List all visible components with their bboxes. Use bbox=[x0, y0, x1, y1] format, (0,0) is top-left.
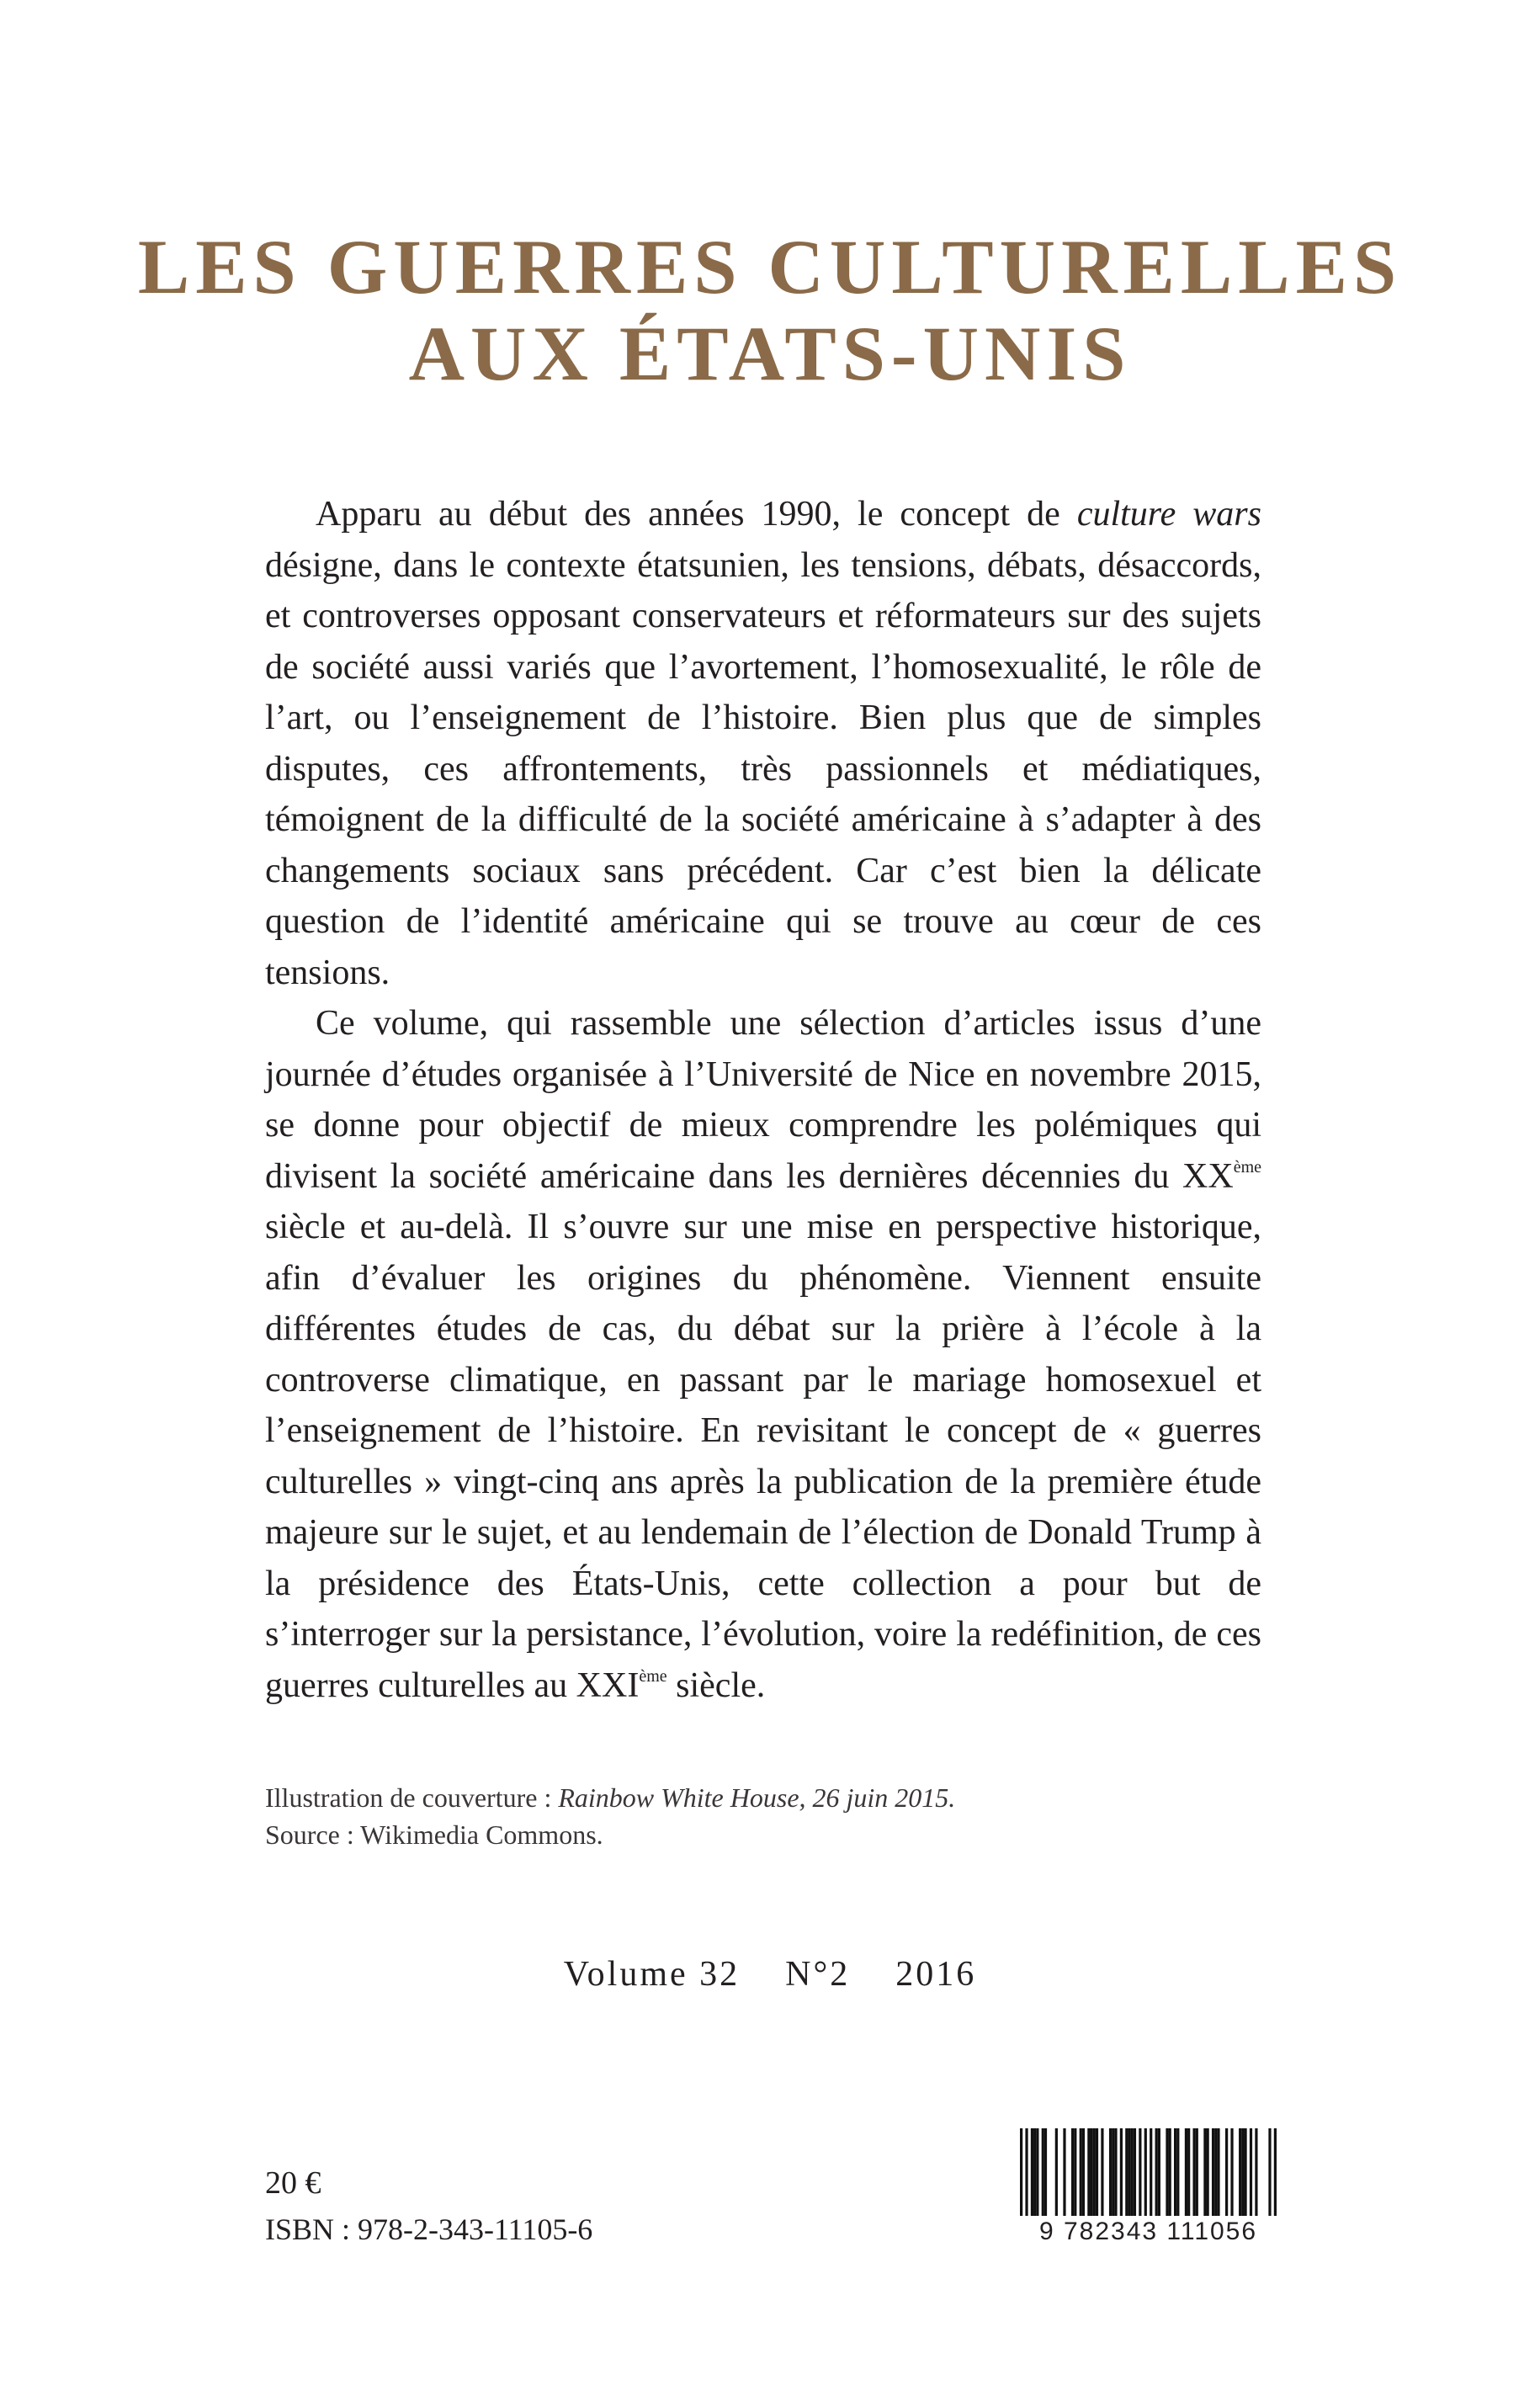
barcode-bar bbox=[1112, 2128, 1114, 2221]
back-cover-text bbox=[265, 489, 1261, 1711]
barcode-bar bbox=[1203, 2128, 1206, 2221]
barcode-bar bbox=[1090, 2128, 1092, 2221]
barcode-bar bbox=[1128, 2128, 1130, 2221]
title-line-1: LES GUERRES CULTURELLES bbox=[137, 224, 1403, 310]
volume-info: Volume 32 N°2 2016 bbox=[563, 1955, 977, 1994]
barcode-bar bbox=[1087, 2128, 1090, 2221]
barcode-bar bbox=[1134, 2128, 1136, 2221]
isbn: ISBN : 978-2-343-11105-6 bbox=[265, 2212, 593, 2246]
barcode-bar bbox=[1255, 2128, 1257, 2221]
barcode-bar bbox=[1166, 2128, 1168, 2221]
barcode-bar bbox=[1020, 2128, 1022, 2221]
superscript-eme-1: ème bbox=[1233, 1157, 1261, 1177]
barcode-bar bbox=[1139, 2128, 1141, 2221]
paragraph-1-part-2: désigne, dans le contexte étatsunien, les tensions, débats, désaccords, et controverses opposant conservateurs et réformateurs sur des sujets de société aussi variés que l’avortement, l’homosexualité, le rôle de l’art, ou l’enseignement de l’histoire. Bien plus que de simples disputes, ces affrontements, très passionnels et médiatiques, témoignent de la difficulté de la société américaine à s’adapter à des changements sociaux sans précédent. Car c’est bien la délicate question de l’identité américaine qui se trouve au cœur de ces tensions. bbox=[265, 545, 1261, 992]
paragraph-1-italic: culture wars bbox=[1076, 495, 1261, 534]
paragraph-2-part-2: siècle et au-delà. Il s’ouvre sur une mise en perspective historique, afin d’évaluer les origines du phénomène. Viennent ensuite différentes études de cas, du débat sur la prière à l’école à la controverse climatique, en passant par le mariage homosexuel et l’enseignement de l’histoire. En revisitant le concept de « guerres culturelles » vingt-cinq ans après la publication de la première étude majeure sur le sujet, et au lendemain de l’élection de Donald Trump à la présidence des États-Unis, cette collection a pour but de s’interroger sur la persistance, l’évolution, voire la redéfinition, de ces guerres culturelles au XXI bbox=[265, 1208, 1261, 1705]
barcode-bar bbox=[1187, 2128, 1190, 2221]
paragraph-1-part-1: Apparu au début des années 1990, le concept de bbox=[316, 495, 1077, 534]
barcode-bar bbox=[1093, 2128, 1096, 2221]
barcode-bar bbox=[1225, 2128, 1228, 2221]
barcode-bar bbox=[1174, 2128, 1176, 2221]
price: 20 € bbox=[265, 2165, 321, 2201]
barcode-bar bbox=[1192, 2128, 1195, 2221]
barcode-bar bbox=[1074, 2128, 1076, 2221]
barcode-bar bbox=[1033, 2128, 1036, 2221]
barcode-bar bbox=[1114, 2128, 1117, 2221]
barcode-bar bbox=[1120, 2128, 1123, 2221]
paragraph-2 bbox=[265, 998, 1261, 1711]
barcode-bar bbox=[1055, 2128, 1058, 2221]
barcode-bar bbox=[1230, 2128, 1233, 2221]
barcode-bar bbox=[1071, 2128, 1074, 2221]
barcode-bar bbox=[1080, 2128, 1082, 2221]
title-line-2: AUX ÉTATS-UNIS bbox=[408, 311, 1132, 396]
barcode-bar bbox=[1212, 2128, 1214, 2221]
barcode-bar bbox=[1169, 2128, 1171, 2221]
barcode-bar bbox=[1063, 2128, 1065, 2221]
barcode-bar bbox=[1268, 2128, 1271, 2221]
barcode-bar bbox=[1185, 2128, 1187, 2221]
credit-line bbox=[265, 1779, 955, 1816]
credit-label: Illustration de couverture : bbox=[265, 1782, 559, 1813]
barcode-digits: 9 782343 111056 bbox=[1020, 2216, 1277, 2248]
barcode-bar bbox=[1274, 2128, 1277, 2221]
barcode-bar bbox=[1250, 2128, 1252, 2221]
barcode-bar bbox=[1082, 2128, 1085, 2221]
barcode-bar bbox=[1150, 2128, 1152, 2221]
barcode-bar bbox=[1125, 2128, 1128, 2221]
barcode-bar bbox=[1101, 2128, 1103, 2221]
paragraph-2-part-1: Ce volume, qui rassemble une sélection d’articles issus d’une journée d’études organisée à l’Université de Nice en novembre 2015, se donne pour objectif de mieux comprendre les polémiques qui divisent la société américaine dans les dernières décennies du XX bbox=[265, 1004, 1261, 1196]
barcode-bar bbox=[1207, 2128, 1209, 2221]
barcode-bar bbox=[1144, 2128, 1147, 2221]
barcode-bar bbox=[1025, 2128, 1028, 2221]
paragraph-2-part-3: siècle. bbox=[666, 1665, 766, 1705]
illustration-credit bbox=[265, 1779, 955, 1853]
credit-title: Rainbow White House, 26 juin 2015. bbox=[558, 1782, 956, 1813]
barcode-bar bbox=[1131, 2128, 1134, 2221]
barcode-bar bbox=[1214, 2128, 1217, 2221]
credit-source: Source : Wikimedia Commons. bbox=[265, 1819, 603, 1850]
barcode-bars bbox=[1020, 2128, 1277, 2221]
barcode-bar bbox=[1241, 2128, 1244, 2221]
barcode-bar bbox=[1217, 2128, 1219, 2221]
barcode-bar bbox=[1244, 2128, 1246, 2221]
barcode-bar bbox=[1196, 2128, 1198, 2221]
barcode-bar bbox=[1031, 2128, 1033, 2221]
barcode-bar bbox=[1176, 2128, 1179, 2221]
barcode-bar bbox=[1109, 2128, 1112, 2221]
barcode-bar bbox=[1036, 2128, 1038, 2221]
barcode-bar bbox=[1155, 2128, 1158, 2221]
barcode-bar bbox=[1042, 2128, 1044, 2221]
barcode-bar bbox=[1096, 2128, 1098, 2221]
paragraph-1 bbox=[265, 489, 1261, 998]
superscript-eme-2: ème bbox=[639, 1666, 667, 1686]
barcode-bar bbox=[1044, 2128, 1047, 2221]
barcode-bar bbox=[1158, 2128, 1160, 2221]
barcode-bar bbox=[1239, 2128, 1241, 2221]
